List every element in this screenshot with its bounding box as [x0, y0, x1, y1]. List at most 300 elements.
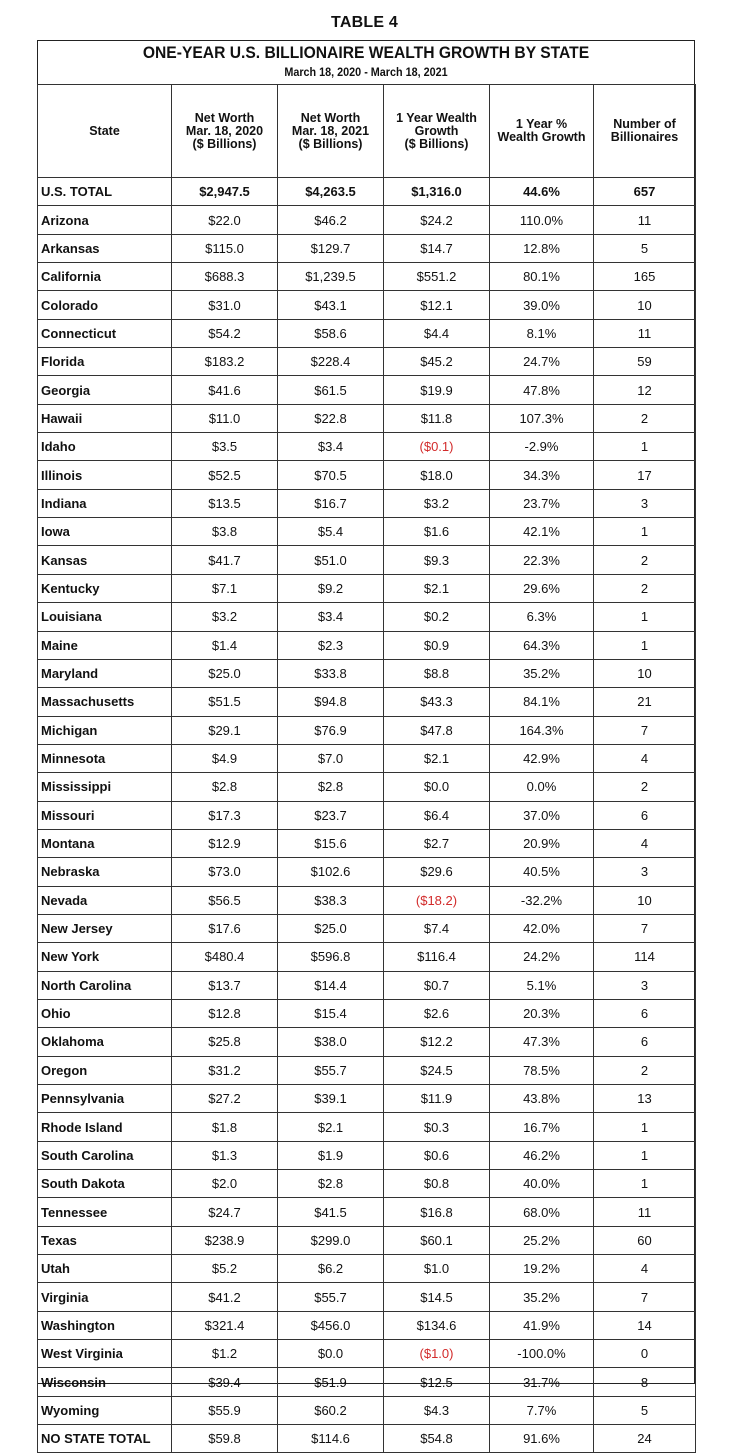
- pct-growth-cell: 42.0%: [490, 914, 594, 942]
- growth-cell: $11.8: [384, 404, 490, 432]
- net-worth-2020-cell: $2,947.5: [172, 178, 278, 206]
- billionaire-count-cell: 5: [594, 1396, 696, 1424]
- net-worth-2020-cell: $12.8: [172, 999, 278, 1027]
- billionaire-count-cell: 0: [594, 1340, 696, 1368]
- growth-cell: $1.0: [384, 1255, 490, 1283]
- table-row: [38, 546, 696, 574]
- net-worth-2021-cell: $15.4: [278, 999, 384, 1027]
- header-pct-growth: [490, 85, 594, 178]
- net-worth-2020-cell: $17.6: [172, 914, 278, 942]
- header-billionaire-count: [594, 85, 696, 178]
- pct-growth-cell: 42.9%: [490, 744, 594, 772]
- pct-growth-cell: 31.7%: [490, 1368, 594, 1396]
- growth-cell: $0.6: [384, 1141, 490, 1169]
- state-cell: Rhode Island: [38, 1113, 172, 1141]
- net-worth-2021-cell: $5.4: [278, 518, 384, 546]
- billionaire-count-cell: 59: [594, 348, 696, 376]
- net-worth-2021-cell: $596.8: [278, 943, 384, 971]
- state-cell: Texas: [38, 1226, 172, 1254]
- growth-cell: $7.4: [384, 914, 490, 942]
- table-row: [38, 631, 696, 659]
- net-worth-2021-cell: $0.0: [278, 1340, 384, 1368]
- net-worth-2020-cell: $3.2: [172, 603, 278, 631]
- net-worth-2021-cell: $25.0: [278, 914, 384, 942]
- table-row: [38, 716, 696, 744]
- state-cell: Michigan: [38, 716, 172, 744]
- net-worth-2020-cell: $29.1: [172, 716, 278, 744]
- net-worth-2020-cell: $5.2: [172, 1255, 278, 1283]
- table-row: [38, 348, 696, 376]
- net-worth-2021-cell: $33.8: [278, 659, 384, 687]
- pct-growth-cell: 40.5%: [490, 858, 594, 886]
- net-worth-2020-cell: $11.0: [172, 404, 278, 432]
- net-worth-2021-cell: $58.6: [278, 319, 384, 347]
- header-line: ($ Billions): [298, 136, 363, 151]
- net-worth-2020-cell: $51.5: [172, 688, 278, 716]
- net-worth-2021-cell: $6.2: [278, 1255, 384, 1283]
- table-row: [38, 319, 696, 347]
- net-worth-2020-cell: $55.9: [172, 1396, 278, 1424]
- pct-growth-cell: 35.2%: [490, 1283, 594, 1311]
- billionaire-count-cell: 4: [594, 829, 696, 857]
- net-worth-2021-cell: $9.2: [278, 574, 384, 602]
- pct-growth-cell: 107.3%: [490, 404, 594, 432]
- net-worth-2021-cell: $15.6: [278, 829, 384, 857]
- table-row: [38, 1396, 696, 1424]
- billionaire-count-cell: 10: [594, 659, 696, 687]
- state-cell: Hawaii: [38, 404, 172, 432]
- pct-growth-cell: 19.2%: [490, 1255, 594, 1283]
- growth-cell: $0.7: [384, 971, 490, 999]
- net-worth-2020-cell: $4.9: [172, 744, 278, 772]
- growth-cell: $0.9: [384, 631, 490, 659]
- growth-cell: $6.4: [384, 801, 490, 829]
- net-worth-2020-cell: $59.8: [172, 1425, 278, 1453]
- net-worth-2021-cell: $46.2: [278, 206, 384, 234]
- table-row: [38, 291, 696, 319]
- net-worth-2020-cell: $3.8: [172, 518, 278, 546]
- net-worth-2021-cell: $43.1: [278, 291, 384, 319]
- billionaire-count-cell: 7: [594, 1283, 696, 1311]
- growth-cell: $24.5: [384, 1056, 490, 1084]
- table-subtitle: March 18, 2020 - March 18, 2021: [284, 65, 448, 79]
- pct-growth-cell: 12.8%: [490, 234, 594, 262]
- net-worth-2021-cell: $14.4: [278, 971, 384, 999]
- billionaire-count-cell: 1: [594, 1141, 696, 1169]
- wealth-table: [37, 84, 696, 1453]
- growth-cell: $12.2: [384, 1028, 490, 1056]
- net-worth-2021-cell: $61.5: [278, 376, 384, 404]
- growth-cell: $18.0: [384, 461, 490, 489]
- state-cell: New Jersey: [38, 914, 172, 942]
- billionaire-count-cell: 114: [594, 943, 696, 971]
- billionaire-count-cell: 5: [594, 234, 696, 262]
- growth-cell: $9.3: [384, 546, 490, 574]
- growth-cell: $60.1: [384, 1226, 490, 1254]
- billionaire-count-cell: 1: [594, 631, 696, 659]
- state-cell: South Carolina: [38, 1141, 172, 1169]
- table-frame: [37, 40, 695, 1447]
- table-row: [38, 206, 696, 234]
- state-cell: Oregon: [38, 1056, 172, 1084]
- billionaire-count-cell: 3: [594, 489, 696, 517]
- pct-growth-cell: 37.0%: [490, 801, 594, 829]
- state-cell: Utah: [38, 1255, 172, 1283]
- billionaire-count-cell: 2: [594, 574, 696, 602]
- pct-growth-cell: 68.0%: [490, 1198, 594, 1226]
- growth-cell: ($0.1): [384, 433, 490, 461]
- pct-growth-cell: -32.2%: [490, 886, 594, 914]
- table-row: [38, 1425, 696, 1453]
- net-worth-2021-cell: $41.5: [278, 1198, 384, 1226]
- billionaire-count-cell: 4: [594, 1255, 696, 1283]
- net-worth-2021-cell: $38.0: [278, 1028, 384, 1056]
- net-worth-2020-cell: $17.3: [172, 801, 278, 829]
- pct-growth-cell: -100.0%: [490, 1340, 594, 1368]
- growth-cell: $12.1: [384, 291, 490, 319]
- growth-cell: $1,316.0: [384, 178, 490, 206]
- state-cell: NO STATE TOTAL: [38, 1425, 172, 1453]
- net-worth-2020-cell: $2.0: [172, 1170, 278, 1198]
- header-line: Mar. 18, 2020: [185, 123, 264, 138]
- state-cell: Florida: [38, 348, 172, 376]
- pct-growth-cell: 20.9%: [490, 829, 594, 857]
- net-worth-2021-cell: $76.9: [278, 716, 384, 744]
- net-worth-2020-cell: $56.5: [172, 886, 278, 914]
- net-worth-2020-cell: $115.0: [172, 234, 278, 262]
- net-worth-2020-cell: $480.4: [172, 943, 278, 971]
- table-row: [38, 603, 696, 631]
- growth-cell: $3.2: [384, 489, 490, 517]
- header-net-worth-2021: [278, 85, 384, 178]
- billionaire-count-cell: 2: [594, 546, 696, 574]
- table-row: [38, 971, 696, 999]
- state-cell: Kansas: [38, 546, 172, 574]
- net-worth-2020-cell: $25.8: [172, 1028, 278, 1056]
- header-line: State: [89, 123, 120, 138]
- net-worth-2021-cell: $1.9: [278, 1141, 384, 1169]
- billionaire-count-cell: 7: [594, 716, 696, 744]
- net-worth-2021-cell: $2.8: [278, 1170, 384, 1198]
- pct-growth-cell: 34.3%: [490, 461, 594, 489]
- state-cell: Washington: [38, 1311, 172, 1339]
- net-worth-2020-cell: $13.7: [172, 971, 278, 999]
- growth-cell: $14.5: [384, 1283, 490, 1311]
- state-cell: Idaho: [38, 433, 172, 461]
- billionaire-count-cell: 11: [594, 1198, 696, 1226]
- billionaire-count-cell: 6: [594, 999, 696, 1027]
- pct-growth-cell: 47.3%: [490, 1028, 594, 1056]
- billionaire-count-cell: 60: [594, 1226, 696, 1254]
- table-row: [38, 1226, 696, 1254]
- pct-growth-cell: 41.9%: [490, 1311, 594, 1339]
- state-cell: Ohio: [38, 999, 172, 1027]
- net-worth-2020-cell: $183.2: [172, 348, 278, 376]
- pct-growth-cell: 40.0%: [490, 1170, 594, 1198]
- pct-growth-cell: -2.9%: [490, 433, 594, 461]
- table-row: [38, 376, 696, 404]
- pct-growth-cell: 46.2%: [490, 1141, 594, 1169]
- net-worth-2020-cell: $41.7: [172, 546, 278, 574]
- state-cell: Pennsylvania: [38, 1085, 172, 1113]
- pct-growth-cell: 20.3%: [490, 999, 594, 1027]
- growth-cell: $0.8: [384, 1170, 490, 1198]
- table-row: [38, 574, 696, 602]
- net-worth-2021-cell: $51.0: [278, 546, 384, 574]
- growth-cell: $0.3: [384, 1113, 490, 1141]
- table-row: [38, 404, 696, 432]
- table-row: [38, 858, 696, 886]
- net-worth-2021-cell: $70.5: [278, 461, 384, 489]
- net-worth-2020-cell: $238.9: [172, 1226, 278, 1254]
- net-worth-2021-cell: $228.4: [278, 348, 384, 376]
- net-worth-2021-cell: $129.7: [278, 234, 384, 262]
- state-cell: Louisiana: [38, 603, 172, 631]
- header-net-worth-2020: [172, 85, 278, 178]
- billionaire-count-cell: 21: [594, 688, 696, 716]
- net-worth-2020-cell: $3.5: [172, 433, 278, 461]
- table-row: [38, 518, 696, 546]
- table-row: [38, 461, 696, 489]
- billionaire-count-cell: 2: [594, 1056, 696, 1084]
- pct-growth-cell: 42.1%: [490, 518, 594, 546]
- billionaire-count-cell: 12: [594, 376, 696, 404]
- growth-cell: $45.2: [384, 348, 490, 376]
- net-worth-2020-cell: $13.5: [172, 489, 278, 517]
- growth-cell: $16.8: [384, 1198, 490, 1226]
- billionaire-count-cell: 4: [594, 744, 696, 772]
- growth-cell: $2.1: [384, 574, 490, 602]
- net-worth-2020-cell: $321.4: [172, 1311, 278, 1339]
- pct-growth-cell: 84.1%: [490, 688, 594, 716]
- billionaire-count-cell: 10: [594, 886, 696, 914]
- table-row: [38, 801, 696, 829]
- net-worth-2020-cell: $31.0: [172, 291, 278, 319]
- net-worth-2021-cell: $299.0: [278, 1226, 384, 1254]
- pct-growth-cell: 29.6%: [490, 574, 594, 602]
- billionaire-count-cell: 11: [594, 206, 696, 234]
- table-row: [38, 1311, 696, 1339]
- table-label: TABLE 4: [331, 14, 398, 31]
- state-cell: West Virginia: [38, 1340, 172, 1368]
- header-line: 1 Year Wealth: [396, 110, 477, 125]
- pct-growth-cell: 91.6%: [490, 1425, 594, 1453]
- growth-cell: $24.2: [384, 206, 490, 234]
- net-worth-2021-cell: $22.8: [278, 404, 384, 432]
- net-worth-2020-cell: $12.9: [172, 829, 278, 857]
- table-row: [38, 1340, 696, 1368]
- net-worth-2020-cell: $7.1: [172, 574, 278, 602]
- state-cell: Colorado: [38, 291, 172, 319]
- header-line: ($ Billions): [192, 136, 257, 151]
- state-cell: Minnesota: [38, 744, 172, 772]
- net-worth-2021-cell: $1,239.5: [278, 263, 384, 291]
- state-cell: Indiana: [38, 489, 172, 517]
- pct-growth-cell: 44.6%: [490, 178, 594, 206]
- growth-cell: $11.9: [384, 1085, 490, 1113]
- table-row: [38, 1113, 696, 1141]
- table-row: [38, 773, 696, 801]
- state-cell: New York: [38, 943, 172, 971]
- growth-cell: ($1.0): [384, 1340, 490, 1368]
- state-cell: Illinois: [38, 461, 172, 489]
- state-cell: Georgia: [38, 376, 172, 404]
- pct-growth-cell: 23.7%: [490, 489, 594, 517]
- billionaire-count-cell: 7: [594, 914, 696, 942]
- header-line: ($ Billions): [404, 136, 469, 151]
- net-worth-2021-cell: $60.2: [278, 1396, 384, 1424]
- net-worth-2021-cell: $456.0: [278, 1311, 384, 1339]
- pct-growth-cell: 39.0%: [490, 291, 594, 319]
- table-row: [38, 829, 696, 857]
- state-cell: North Carolina: [38, 971, 172, 999]
- table-row: [38, 1198, 696, 1226]
- net-worth-2021-cell: $39.1: [278, 1085, 384, 1113]
- pct-growth-cell: 80.1%: [490, 263, 594, 291]
- header-line: Growth: [414, 123, 459, 138]
- pct-growth-cell: 78.5%: [490, 1056, 594, 1084]
- net-worth-2020-cell: $39.4: [172, 1368, 278, 1396]
- growth-cell: $551.2: [384, 263, 490, 291]
- pct-growth-cell: 35.2%: [490, 659, 594, 687]
- state-cell: California: [38, 263, 172, 291]
- state-cell: Tennessee: [38, 1198, 172, 1226]
- growth-cell: $1.6: [384, 518, 490, 546]
- growth-cell: $2.1: [384, 744, 490, 772]
- growth-cell: ($18.2): [384, 886, 490, 914]
- net-worth-2021-cell: $2.3: [278, 631, 384, 659]
- billionaire-count-cell: 8: [594, 1368, 696, 1396]
- growth-cell: $4.3: [384, 1396, 490, 1424]
- table-row: [38, 659, 696, 687]
- table-row: [38, 1283, 696, 1311]
- state-cell: Oklahoma: [38, 1028, 172, 1056]
- table-row: [38, 914, 696, 942]
- pct-growth-cell: 8.1%: [490, 319, 594, 347]
- net-worth-2020-cell: $2.8: [172, 773, 278, 801]
- pct-growth-cell: 24.7%: [490, 348, 594, 376]
- table-row: [38, 263, 696, 291]
- total-row: [38, 178, 696, 206]
- pct-growth-cell: 64.3%: [490, 631, 594, 659]
- growth-cell: $54.8: [384, 1425, 490, 1453]
- billionaire-count-cell: 14: [594, 1311, 696, 1339]
- billionaire-count-cell: 6: [594, 1028, 696, 1056]
- net-worth-2020-cell: $52.5: [172, 461, 278, 489]
- billionaire-count-cell: 2: [594, 404, 696, 432]
- growth-cell: $116.4: [384, 943, 490, 971]
- growth-cell: $0.0: [384, 773, 490, 801]
- table-row: [38, 1028, 696, 1056]
- pct-growth-cell: 164.3%: [490, 716, 594, 744]
- table-row: [38, 234, 696, 262]
- header-line: Mar. 18, 2021: [291, 123, 370, 138]
- net-worth-2020-cell: $41.6: [172, 376, 278, 404]
- growth-cell: $47.8: [384, 716, 490, 744]
- billionaire-count-cell: 24: [594, 1425, 696, 1453]
- growth-cell: $2.7: [384, 829, 490, 857]
- net-worth-2021-cell: $3.4: [278, 433, 384, 461]
- table-row: [38, 1170, 696, 1198]
- state-cell: Missouri: [38, 801, 172, 829]
- net-worth-2021-cell: $55.7: [278, 1056, 384, 1084]
- billionaire-count-cell: 2: [594, 773, 696, 801]
- billionaire-count-cell: 657: [594, 178, 696, 206]
- header-line: Billionaires: [610, 130, 679, 144]
- growth-cell: $8.8: [384, 659, 490, 687]
- state-cell: Maryland: [38, 659, 172, 687]
- header-row: [38, 85, 696, 178]
- pct-growth-cell: 110.0%: [490, 206, 594, 234]
- growth-cell: $14.7: [384, 234, 490, 262]
- state-cell: Nebraska: [38, 858, 172, 886]
- billionaire-count-cell: 10: [594, 291, 696, 319]
- table-row: [38, 433, 696, 461]
- net-worth-2020-cell: $1.8: [172, 1113, 278, 1141]
- pct-growth-cell: 5.1%: [490, 971, 594, 999]
- net-worth-2021-cell: $94.8: [278, 688, 384, 716]
- net-worth-2021-cell: $7.0: [278, 744, 384, 772]
- state-cell: Maine: [38, 631, 172, 659]
- net-worth-2020-cell: $41.2: [172, 1283, 278, 1311]
- net-worth-2021-cell: $2.1: [278, 1113, 384, 1141]
- table-row: [38, 943, 696, 971]
- pct-growth-cell: 25.2%: [490, 1226, 594, 1254]
- table-body: [38, 178, 696, 1453]
- net-worth-2020-cell: $22.0: [172, 206, 278, 234]
- billionaire-count-cell: 1: [594, 433, 696, 461]
- billionaire-count-cell: 1: [594, 1170, 696, 1198]
- billionaire-count-cell: 3: [594, 971, 696, 999]
- billionaire-count-cell: 6: [594, 801, 696, 829]
- state-cell: Connecticut: [38, 319, 172, 347]
- state-cell: Wisconsin: [38, 1368, 172, 1396]
- net-worth-2020-cell: $1.3: [172, 1141, 278, 1169]
- pct-growth-cell: 24.2%: [490, 943, 594, 971]
- state-cell: Mississippi: [38, 773, 172, 801]
- table-row: [38, 1141, 696, 1169]
- net-worth-2020-cell: $688.3: [172, 263, 278, 291]
- net-worth-2021-cell: $38.3: [278, 886, 384, 914]
- net-worth-2020-cell: $27.2: [172, 1085, 278, 1113]
- header-line: Number of: [613, 117, 676, 131]
- growth-cell: $43.3: [384, 688, 490, 716]
- pct-growth-cell: 0.0%: [490, 773, 594, 801]
- header-state: [38, 85, 172, 178]
- header-growth: [384, 85, 490, 178]
- table-row: [38, 1255, 696, 1283]
- pct-growth-cell: 7.7%: [490, 1396, 594, 1424]
- state-cell: Kentucky: [38, 574, 172, 602]
- billionaire-count-cell: 1: [594, 603, 696, 631]
- billionaire-count-cell: 165: [594, 263, 696, 291]
- growth-cell: $4.4: [384, 319, 490, 347]
- table-row: [38, 688, 696, 716]
- net-worth-2021-cell: $55.7: [278, 1283, 384, 1311]
- pct-growth-cell: 6.3%: [490, 603, 594, 631]
- growth-cell: $0.2: [384, 603, 490, 631]
- header-line: Wealth Growth: [497, 130, 586, 144]
- state-cell: Arizona: [38, 206, 172, 234]
- state-cell: Virginia: [38, 1283, 172, 1311]
- table-row: [38, 1368, 696, 1396]
- net-worth-2020-cell: $73.0: [172, 858, 278, 886]
- growth-cell: $2.6: [384, 999, 490, 1027]
- billionaire-count-cell: 13: [594, 1085, 696, 1113]
- net-worth-2021-cell: $16.7: [278, 489, 384, 517]
- state-cell: Montana: [38, 829, 172, 857]
- net-worth-2020-cell: $24.7: [172, 1198, 278, 1226]
